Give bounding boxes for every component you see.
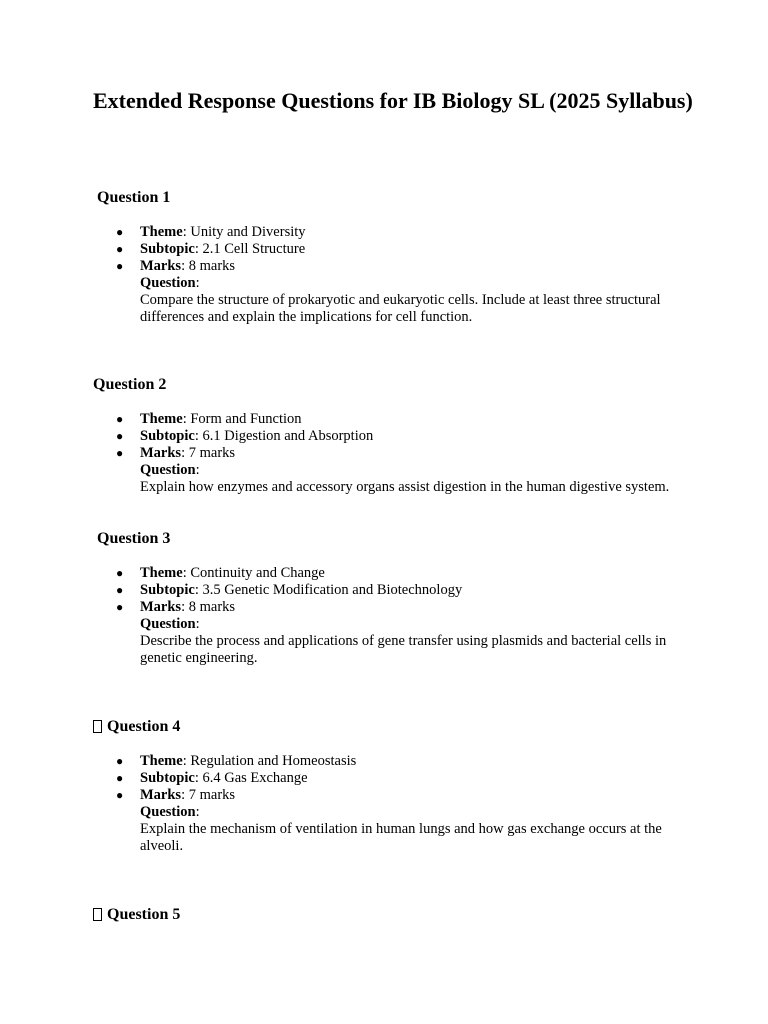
list-item: ● Subtopic: 3.5 Genetic Modification and Biotechnology — [116, 582, 463, 598]
theme-label: Theme — [140, 565, 183, 581]
list-item: ● Marks: 8 marks Question: Describe the process and applications of gene transfer using plasmids and bacterial cells in genetic engineering. — [140, 599, 690, 667]
subtopic-label: Subtopic — [140, 582, 195, 598]
bullet-icon: ● — [116, 754, 124, 768]
bullet-icon: ● — [116, 566, 124, 580]
list-item: ● Marks: 7 marks Question: Explain the mechanism of ventilation in human lungs and how gas exchange occurs at the alveoli. — [140, 787, 690, 855]
theme-value: Unity and Diversity — [190, 224, 306, 240]
document-title: Extended Response Questions for IB Biology SL (2025 Syllabus) — [93, 88, 693, 113]
list-item: ● Theme: Unity and Diversity — [116, 224, 306, 240]
theme-label: Theme — [140, 224, 183, 240]
theme-value: Form and Function — [190, 411, 302, 427]
marks-value: 8 marks — [188, 258, 236, 274]
question-1-details — [116, 224, 690, 326]
bullet-icon: ● — [116, 771, 124, 785]
question-4-details — [116, 753, 690, 855]
theme-value: Continuity and Change — [190, 565, 325, 581]
marks-value: 7 marks — [188, 445, 236, 461]
list-item: ● Subtopic: 6.1 Digestion and Absorption — [116, 428, 374, 444]
question-text: Describe the process and applications of gene transfer using plasmids and bacterial cells in genetic engineering. — [140, 633, 667, 666]
bullet-icon: ● — [116, 412, 124, 426]
bullet-icon: ● — [116, 242, 124, 256]
question-4-heading: Question 4 — [93, 718, 180, 736]
question-5-heading: Question 5 — [93, 906, 180, 924]
question-2-heading: Question 2 — [93, 376, 167, 393]
bullet-icon: ● — [116, 788, 124, 802]
marks-label: Marks — [140, 445, 182, 461]
list-item: ● Marks: 8 marks Question: Compare the structure of prokaryotic and eukaryotic cells. Include at least three structural differences and explain the implications for cell function. — [140, 258, 690, 326]
bullet-icon: ● — [116, 259, 124, 273]
bullet-icon: ● — [116, 600, 124, 614]
subtopic-label: Subtopic — [140, 428, 195, 444]
question-3-details — [116, 565, 690, 667]
question-text: Compare the structure of prokaryotic and eukaryotic cells. Include at least three structural differences and explain the implications for cell function. — [140, 292, 661, 325]
list-item: ● Theme: Continuity and Change — [116, 565, 325, 581]
question-label: Question — [140, 275, 196, 291]
question-label: Question — [140, 616, 196, 632]
subtopic-value: 2.1 Cell Structure — [202, 241, 306, 257]
marks-label: Marks — [140, 599, 182, 615]
missing-glyph-icon — [93, 908, 102, 921]
bullet-icon: ● — [116, 583, 124, 597]
missing-glyph-icon — [93, 720, 102, 733]
subtopic-value: 3.5 Genetic Modification and Biotechnology — [202, 582, 463, 598]
subtopic-value: 6.4 Gas Exchange — [202, 770, 308, 786]
question-text: Explain how enzymes and accessory organs assist digestion in the human digestive system. — [140, 479, 670, 495]
bullet-icon: ● — [116, 429, 124, 443]
marks-label: Marks — [140, 787, 182, 803]
question-label: Question — [140, 804, 196, 820]
marks-label: Marks — [140, 258, 182, 274]
theme-label: Theme — [140, 411, 183, 427]
subtopic-value: 6.1 Digestion and Absorption — [202, 428, 374, 444]
theme-label: Theme — [140, 753, 183, 769]
bullet-icon: ● — [116, 225, 124, 239]
subtopic-label: Subtopic — [140, 241, 195, 257]
marks-value: 8 marks — [188, 599, 236, 615]
list-item: ● Theme: Form and Function — [116, 411, 302, 427]
marks-value: 7 marks — [188, 787, 236, 803]
question-text: Explain the mechanism of ventilation in human lungs and how gas exchange occurs at the alveoli. — [140, 821, 662, 854]
bullet-icon: ● — [116, 446, 124, 460]
question-label: Question — [140, 462, 196, 478]
list-item: ● Marks: 7 marks Question: Explain how enzymes and accessory organs assist digestion in the human digestive system. — [140, 445, 690, 496]
subtopic-label: Subtopic — [140, 770, 195, 786]
question-2-details — [116, 411, 690, 496]
list-item: ● Subtopic: 6.4 Gas Exchange — [116, 770, 308, 786]
question-3-heading: Question 3 — [97, 530, 171, 547]
question-1-heading: Question 1 — [97, 189, 171, 206]
theme-value: Regulation and Homeostasis — [190, 753, 357, 769]
list-item: ● Theme: Regulation and Homeostasis — [116, 753, 357, 769]
list-item: ● Subtopic: 2.1 Cell Structure — [116, 241, 306, 257]
